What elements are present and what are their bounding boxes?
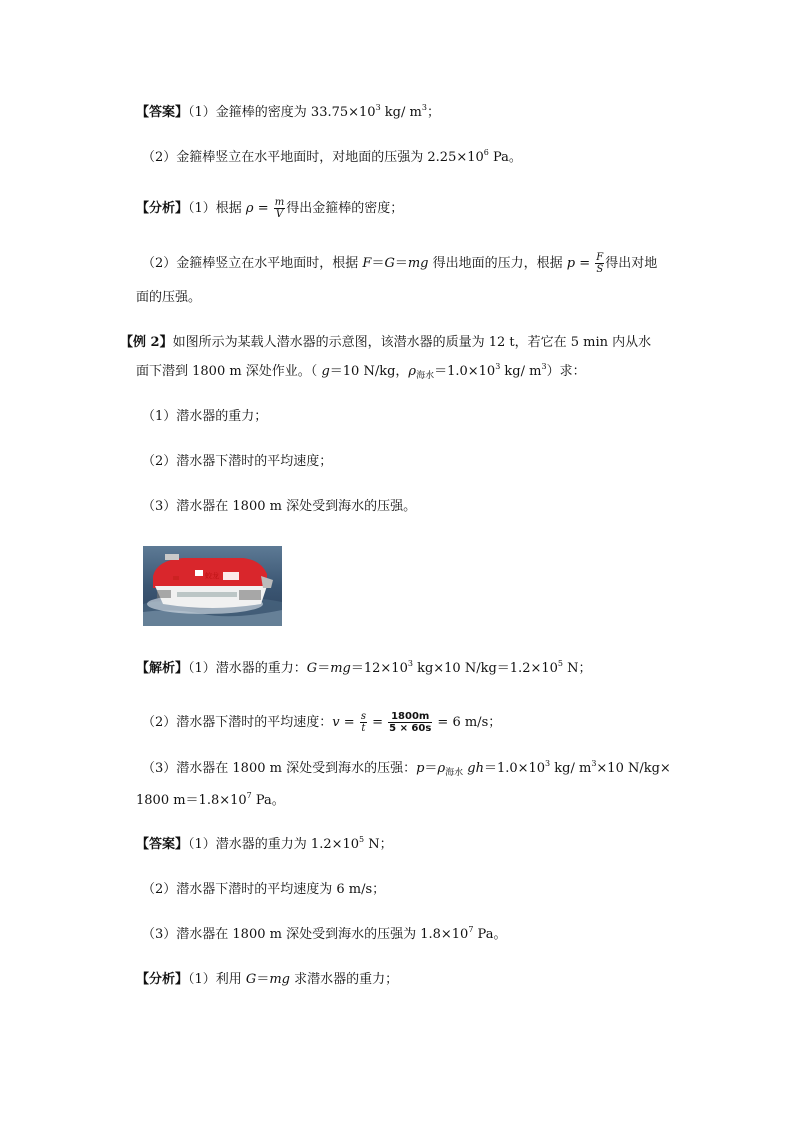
question-1: （1）潜水器的重力； xyxy=(142,409,268,424)
svg-text:蛟龙: 蛟龙 xyxy=(205,572,219,580)
solution-1-weight: 【解析】（1）潜水器的重力：$G=mg=12\times 10^3$ kg×10 $N/kg=1.2\times 10^5$ N； xyxy=(136,659,592,676)
example-2-question: 【例 2】如图所示为某载人潜水器的示意图，该潜水器的质量为 12 t，若它在 5 min 内从水 xyxy=(120,335,652,350)
example-tag: 【例 2】 xyxy=(120,335,173,350)
fraction-s-over-t: $\frac{s}{t}$ xyxy=(360,711,366,734)
fraction-f-over-s: $\frac{F}{S}$ xyxy=(596,252,604,275)
solution-3-continuation: 1800 $m=1.8\times 10^7$ Pa。 xyxy=(136,791,285,808)
submersible-photo xyxy=(143,546,282,626)
analysis-tag: 【分析】 xyxy=(136,201,189,216)
answer-tag: 【答案】 xyxy=(136,105,189,120)
answer-2-pressure: （2）金箍棒竖立在水平地面时，对地面的压强为 $2.25\times 10^6$ Pa。 xyxy=(142,148,522,165)
answer-1-density: 【答案】（1）金箍棒的密度为 $33.75\times 10^3$ kg/ $m^3$； xyxy=(136,103,440,120)
analysis-tag: 【分析】 xyxy=(136,972,189,987)
analysis-2-continuation: 面的压强。 xyxy=(136,290,202,305)
solution-2-velocity: （2）潜水器下潜时的平均速度：v = $\frac{s}{t}$ = $\frac{1800m}{5 \times 60s}$ = 6 m/s； xyxy=(142,711,502,734)
solution-tag: 【解析】 xyxy=(136,661,189,676)
example-2-question-cont: 面下潜到 1800 m 深处作业。（ g＝10 N/kg，$\rho_{海水}=1.0\times 10^3$ kg/ $m^3$）求： xyxy=(136,362,586,381)
answer-tag: 【答案】 xyxy=(136,837,189,852)
fraction-distance-over-time: $\frac{1800m}{5 \times 60s}$ xyxy=(389,711,432,734)
analysis-1-density: 【分析】（1）根据 ρ = $\frac{m}{V}$ 得出金箍棒的密度； xyxy=(136,197,404,220)
fraction-m-over-v: $\frac{m}{V}$ xyxy=(274,197,285,220)
answer-1-weight: 【答案】（1）潜水器的重力为 $1.2\times 10^5$ N； xyxy=(136,835,393,852)
analysis-2-pressure: （2）金箍棒竖立在水平地面时，根据 F＝G＝mg 得出地面的压力，根据 p = $\frac{F}{S}$ 得出对地 xyxy=(142,252,658,275)
question-2: （2）潜水器下潜时的平均速度； xyxy=(142,454,333,469)
solution-3-pressure: （3）潜水器在 1800 m 深处受到海水的压强：$p=\rho_{海水}$ $gh=1.0\times 10^3$ kg/ $m^3\times 10$ N/kg× xyxy=(142,759,671,778)
answer-2-velocity: （2）潜水器下潜时的平均速度为 6 m/s； xyxy=(142,882,386,897)
question-3: （3）潜水器在 1800 m 深处受到海水的压强。 xyxy=(142,499,417,514)
submersible-illustration xyxy=(143,546,282,626)
answer-3-pressure: （3）潜水器在 1800 m 深处受到海水的压强为 $1.8\times 10^7$ Pa。 xyxy=(142,925,507,942)
analysis-1-weight: 【分析】（1）利用 G＝mg 求潜水器的重力； xyxy=(136,972,399,987)
